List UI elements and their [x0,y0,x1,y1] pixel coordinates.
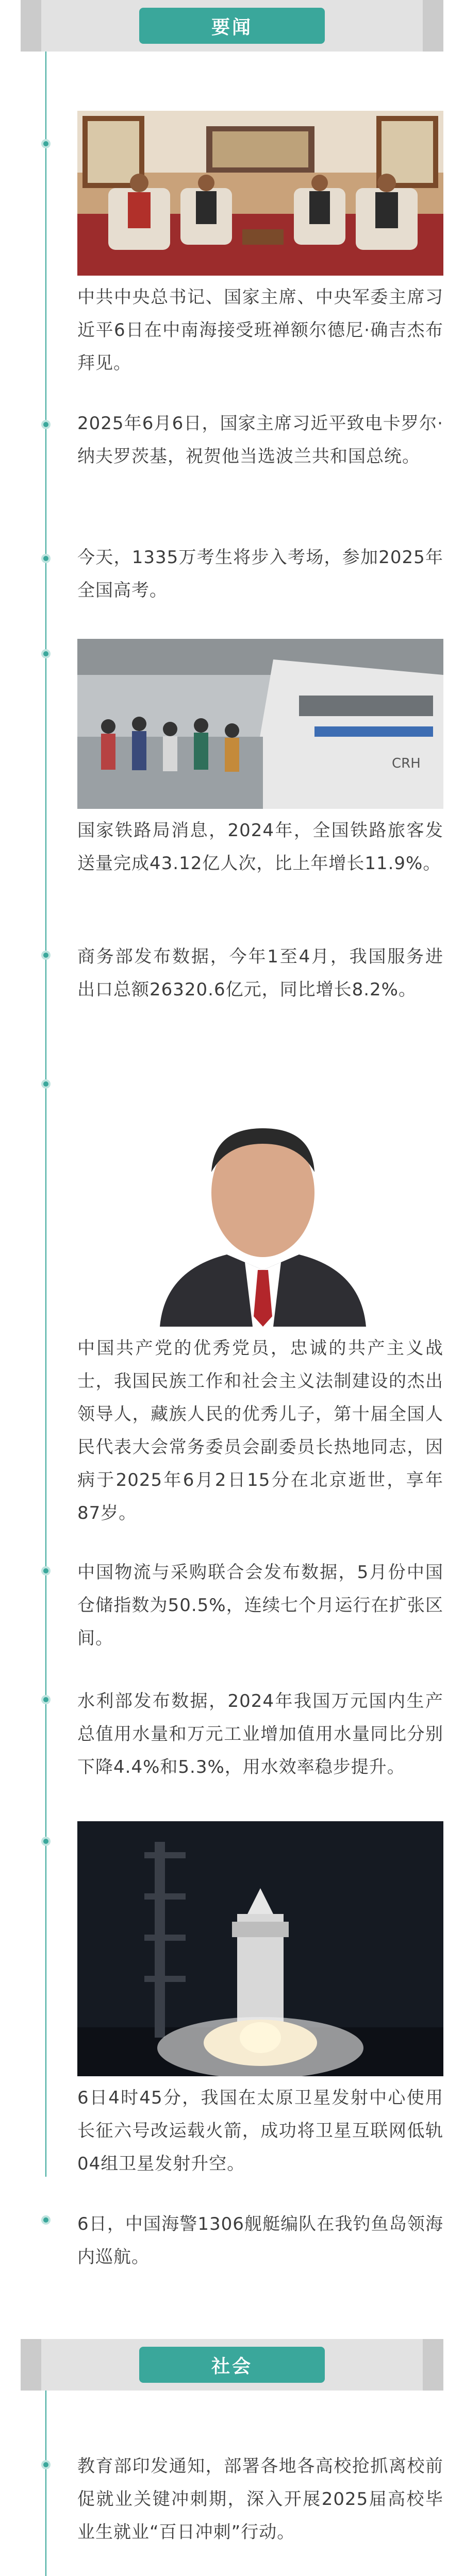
news-text: 中共中央总书记、国家主席、中央军委主席习近平6日在中南海接受班禅额尔德尼·确吉杰布拜见。 [77,287,443,374]
timeline-dot [41,1079,51,1089]
timeline-dot [41,2215,51,2225]
timeline-line [45,52,46,2177]
news-item [77,1332,443,1530]
news-item [77,1556,443,1655]
section-title-pill [139,8,325,44]
section-header-yaowen [21,0,443,52]
timeline-dot [41,139,51,148]
news-text: 2025年6月6日，国家主席习近平致电卡罗尔·纳夫罗茨基，祝贺他当选波兰共和国总统。 [77,413,443,467]
news-item [77,814,443,880]
news-text: 中国共产党的优秀党员，忠诚的共产主义战士，我国民族工作和社会主义法制建设的杰出领导人，藏族人民的优秀儿子，第十届全国人民代表大会常务委员会副委员长热地同志，因病于2025年6月2日15分在北京逝世，享年87岁。 [77,1338,443,1523]
news-photo-train [77,639,443,809]
section-header-shehui [21,2339,443,2391]
header-bar-right [423,0,443,52]
news-item [77,940,443,1006]
news-text: 中国物流与采购联合会发布数据，5月份中国仓储指数为50.5%，连续七个月运行在扩张区间。 [77,1562,443,1649]
section-title-pill [139,2347,325,2383]
timeline-dot [41,1566,51,1575]
news-text: 教育部印发通知，部署各地各高校抢抓离校前促就业关键冲刺期，深入开展2025届高校毕业生就业“百日冲刺”行动。 [77,2456,443,2543]
news-item [77,2208,443,2274]
header-bar-left [21,0,41,52]
news-photo-meeting [77,111,443,276]
timeline-dot [41,420,51,429]
news-item [77,541,443,607]
news-text: 6日4时45分，我国在太原卫星发射中心使用长征六号改运载火箭，成功将卫星互联网低轨04组卫星发射升空。 [77,2088,443,2174]
svg-text:CRH: CRH [392,756,421,771]
news-item [77,281,443,380]
news-item [77,1685,443,1784]
news-text: 今天，1335万考生将步入考场，参加2025年全国高考。 [77,547,443,601]
news-item [77,407,443,473]
news-text: 国家铁路局消息，2024年，全国铁路旅客发送量完成43.12亿人次，比上年增长11.9%。 [77,820,443,874]
news-item [77,2450,443,2549]
news-text: 水利部发布数据，2024年我国万元国内生产总值用水量和万元工业增加值用水量同比分别下降4.4%和5.3%，用水效率稳步提升。 [77,1691,443,1777]
header-bar-left [21,2339,41,2391]
timeline-line [45,2391,46,2576]
header-bar-right [423,2339,443,2391]
section-title: 社会 [211,2355,253,2377]
timeline-dot [41,1695,51,1704]
section-title: 要闻 [211,16,253,38]
timeline-dot [41,2460,51,2469]
timeline-dot [41,554,51,563]
news-item [77,2081,443,2180]
news-photo-rocket [77,1821,443,2076]
news-text: 商务部发布数据，今年1至4月，我国服务进出口总额26320.6亿元，同比增长8.2%。 [77,946,443,1000]
timeline-dot [41,1837,51,1846]
news-photo-portrait [129,1115,397,1327]
timeline-dot [41,649,51,658]
timeline-dot [41,951,51,960]
news-text: 6日，中国海警1306舰艇编队在我钓鱼岛领海内巡航。 [77,2214,443,2267]
